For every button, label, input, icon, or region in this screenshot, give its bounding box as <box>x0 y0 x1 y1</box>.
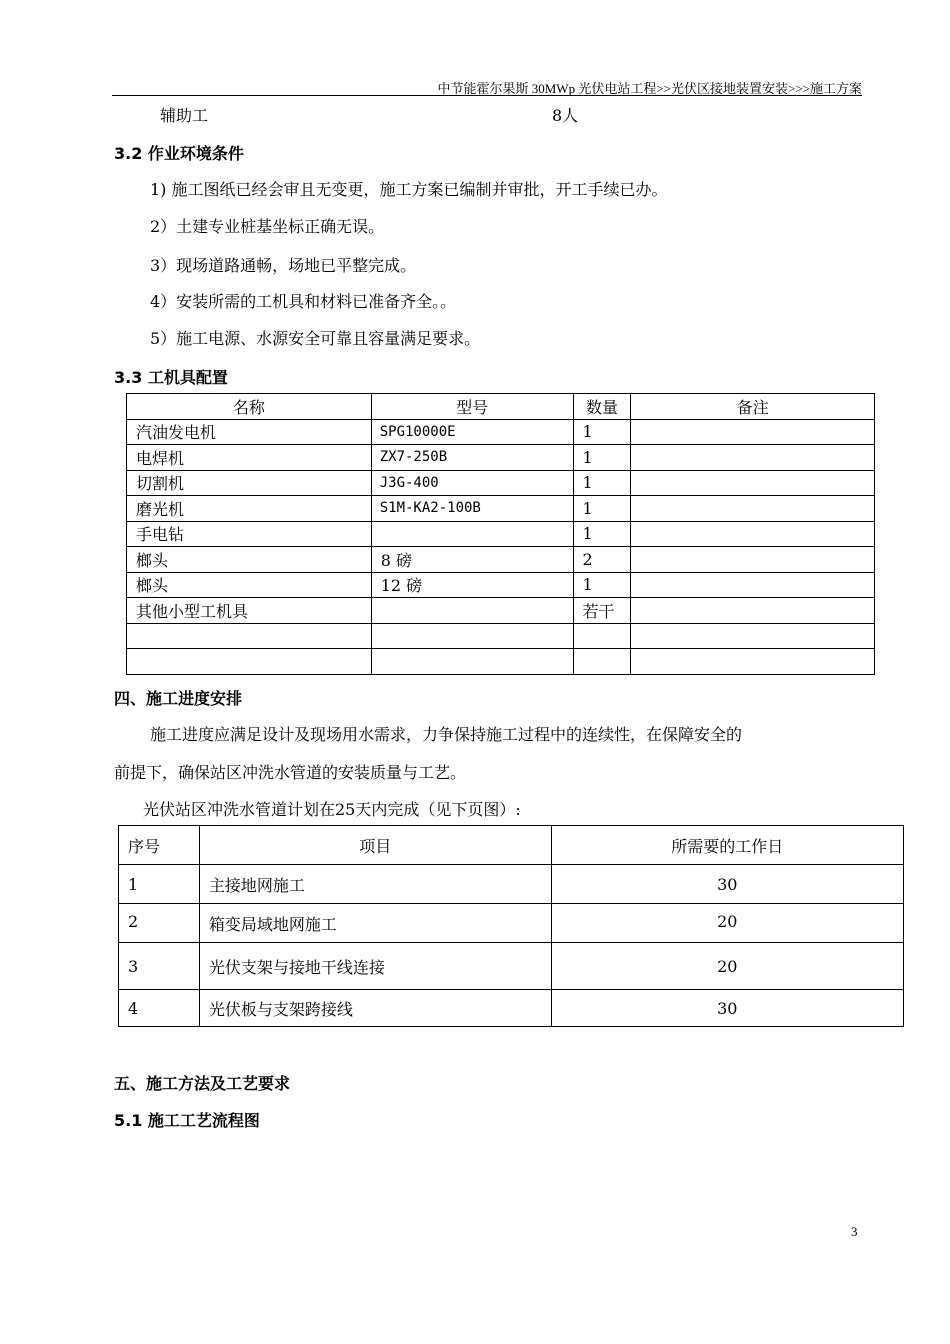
tool-note <box>631 598 875 624</box>
section-3-2-title: 3.2 作业环境条件 <box>114 144 244 163</box>
tool-note <box>631 496 875 522</box>
tool-model <box>371 623 573 649</box>
task-name: 箱变局域地网施工 <box>199 904 551 943</box>
task-name: 主接地网施工 <box>199 865 551 904</box>
tool-qty: 若干 <box>573 598 631 624</box>
column-header: 项目 <box>199 826 551 865</box>
tool-model: 8 磅 <box>371 547 573 573</box>
section-3-3-title: 3.3 工机具配置 <box>114 368 228 387</box>
tool-model <box>371 521 573 547</box>
tool-model: ZX7-250B <box>371 445 573 471</box>
column-header: 数量 <box>573 394 631 420</box>
header-rule <box>112 95 862 96</box>
tool-name: 榔头 <box>127 547 372 573</box>
tool-name: 磨光机 <box>127 496 372 522</box>
schedule-paragraph-line-2: 前提下，确保站区冲洗水管道的安装质量与工艺。 <box>114 763 467 782</box>
tool-note <box>631 649 875 675</box>
tool-name <box>127 649 372 675</box>
tool-name: 手电钻 <box>127 521 372 547</box>
tool-name: 榔头 <box>127 572 372 598</box>
task-number: 2 <box>119 904 200 943</box>
condition-item-2: 2）土建专业桩基坐标正确无误。 <box>150 217 385 236</box>
task-number: 4 <box>119 990 200 1027</box>
tool-qty <box>573 623 631 649</box>
section-5-1-title: 5.1 施工工艺流程图 <box>114 1111 260 1130</box>
table-header-row <box>127 394 875 420</box>
task-days: 20 <box>551 943 903 990</box>
table-row <box>127 649 875 675</box>
table-row <box>127 521 875 547</box>
tool-model: J3G-400 <box>371 470 573 496</box>
tool-qty <box>573 649 631 675</box>
schedule-table <box>118 825 904 1027</box>
table-row <box>127 623 875 649</box>
table-row <box>127 445 875 471</box>
column-header: 备注 <box>631 394 875 420</box>
table-header-row <box>119 826 904 865</box>
page-number: 3 <box>851 1224 858 1239</box>
table-row <box>127 496 875 522</box>
tool-note <box>631 445 875 471</box>
task-days: 30 <box>551 990 903 1027</box>
tool-note <box>631 521 875 547</box>
table-row <box>127 419 875 445</box>
tool-note <box>631 470 875 496</box>
task-days: 20 <box>551 904 903 943</box>
tool-qty: 2 <box>573 547 631 573</box>
condition-item-3: 3）现场道路通畅，场地已平整完成。 <box>150 256 417 275</box>
tool-qty: 1 <box>573 496 631 522</box>
table-row <box>119 865 904 904</box>
column-header: 所需要的工作日 <box>551 826 903 865</box>
column-header: 名称 <box>127 394 372 420</box>
table-row <box>127 572 875 598</box>
table-row <box>127 598 875 624</box>
section-4-title: 四、施工进度安排 <box>114 689 243 708</box>
column-header: 序号 <box>119 826 200 865</box>
tool-qty: 1 <box>573 470 631 496</box>
condition-item-4: 4）安装所需的工机具和材料已准备齐全。。 <box>150 292 457 311</box>
task-name: 光伏板与支架跨接线 <box>199 990 551 1027</box>
tool-model: 12 磅 <box>371 572 573 598</box>
section-5-title: 五、施工方法及工艺要求 <box>114 1074 291 1093</box>
staff-count: 8人 <box>552 106 579 125</box>
staff-role: 辅助工 <box>160 106 209 125</box>
tool-name: 汽油发电机 <box>127 419 372 445</box>
tool-name <box>127 623 372 649</box>
schedule-paragraph-line-1: 施工进度应满足设计及现场用水需求，力争保持施工过程中的连续性，在保障安全的 <box>150 725 743 744</box>
task-name: 光伏支架与接地干线连接 <box>199 943 551 990</box>
tool-note <box>631 419 875 445</box>
table-row <box>119 904 904 943</box>
table-row <box>119 990 904 1027</box>
tool-qty: 1 <box>573 572 631 598</box>
tool-name: 切割机 <box>127 470 372 496</box>
tool-qty: 1 <box>573 419 631 445</box>
tool-model <box>371 598 573 624</box>
table-row <box>119 943 904 990</box>
tools-table <box>126 393 875 675</box>
tool-model: S1M-KA2-100B <box>371 496 573 522</box>
table-row <box>127 470 875 496</box>
table-row <box>127 547 875 573</box>
schedule-plan-line: 光伏站区冲洗水管道计划在25天内完成（见下页图）: <box>143 800 521 819</box>
tool-model: SPG10000E <box>371 419 573 445</box>
tool-note <box>631 547 875 573</box>
condition-item-1: 1) 施工图纸已经会审且无变更，施工方案已编制并审批，开工手续已办。 <box>150 180 668 199</box>
page-header: 中节能霍尔果斯 30MWp 光伏电站工程>>光伏区接地装置安装>>>施工方案 <box>437 81 862 96</box>
tool-model <box>371 649 573 675</box>
tool-name: 其他小型工机具 <box>127 598 372 624</box>
tool-name: 电焊机 <box>127 445 372 471</box>
condition-item-5: 5）施工电源、水源安全可靠且容量满足要求。 <box>150 329 481 348</box>
task-number: 1 <box>119 865 200 904</box>
tool-note <box>631 572 875 598</box>
column-header: 型号 <box>371 394 573 420</box>
task-number: 3 <box>119 943 200 990</box>
task-days: 30 <box>551 865 903 904</box>
tool-qty: 1 <box>573 445 631 471</box>
tool-qty: 1 <box>573 521 631 547</box>
tool-note <box>631 623 875 649</box>
